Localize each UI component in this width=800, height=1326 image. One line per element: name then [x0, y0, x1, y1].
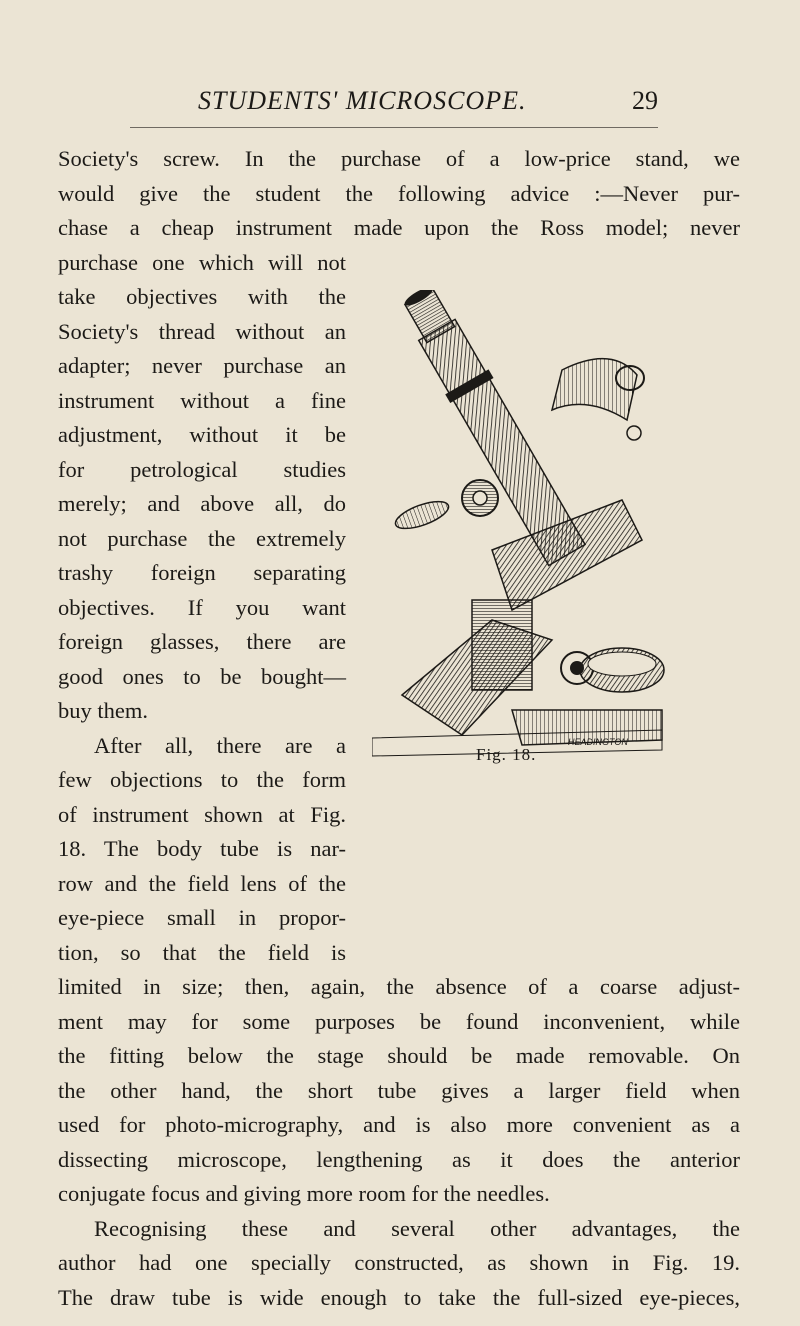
text-line: take objectives with the — [58, 284, 346, 309]
text-line: the other hand, the short tube gives a larger field when — [58, 1077, 740, 1103]
text-line: ment may for some purposes be found inconvenient, while — [58, 1008, 740, 1034]
engraver-signature: HEADINGTON — [568, 737, 628, 747]
text-line: of instrument shown at Fig. — [58, 801, 346, 827]
text-line: for petrological studies — [58, 456, 346, 482]
text-line: adapter; never purchase an — [58, 353, 346, 378]
text-line: trashy foreign separating — [58, 560, 346, 585]
page-number: 29 — [632, 86, 658, 115]
text-line: objectives. If you want — [58, 594, 346, 620]
text-line: Recognising these and several other advantages, the — [94, 1215, 740, 1241]
text-line: chase a cheap instrument made upon the Ross model; never — [58, 215, 740, 240]
text-line: few objections to the form — [58, 767, 346, 792]
text-line: the fitting below the stage should be made removable. On — [58, 1043, 740, 1068]
text-line: would give the student the following advice :—Never pur- — [58, 180, 740, 206]
text-line: The draw tube is wide enough to take the full-sized eye-pieces, — [58, 1284, 740, 1310]
text-line: adjustment, without it be — [58, 422, 346, 447]
text-line: tion, so that the field is — [58, 939, 346, 965]
text-line: Society's thread without an — [58, 318, 346, 344]
text-line: dissecting microscope, lengthening as it does the anterior — [58, 1146, 740, 1172]
text-line: limited in size; then, again, the absence of a coarse adjust- — [58, 974, 740, 999]
text-line: author had one specially constructed, as shown in Fig. 19. — [58, 1250, 740, 1275]
figure-caption: Fig. 18. — [476, 745, 537, 764]
text-line: After all, there are a — [94, 732, 346, 758]
microscope-illustration — [372, 290, 672, 770]
text-line: 18. The body tube is nar- — [58, 836, 346, 861]
text-line: conjugate focus and giving more room for the needles. — [58, 1181, 550, 1206]
text-line: purchase one which will not — [58, 249, 346, 275]
text-line: used for photo-micrography, and is also more convenient as a — [58, 1112, 740, 1137]
text-line: foreign glasses, there are — [58, 629, 346, 654]
text-line: not purchase the extremely — [58, 525, 346, 551]
page-header — [128, 86, 658, 126]
text-line: row and the field lens of the — [58, 870, 346, 896]
text-line: Society's screw. In the purchase of a low-price stand, we — [58, 146, 740, 171]
text-line: merely; and above all, do — [58, 491, 346, 516]
text-line: eye-piece small in propor- — [58, 905, 346, 930]
text-line: instrument without a fine — [58, 387, 346, 413]
text-line: buy them. — [58, 698, 148, 723]
running-title: STUDENTS' MICROSCOPE. — [198, 86, 527, 115]
header-rule — [130, 127, 658, 128]
text-line: good ones to be bought— — [58, 663, 346, 689]
